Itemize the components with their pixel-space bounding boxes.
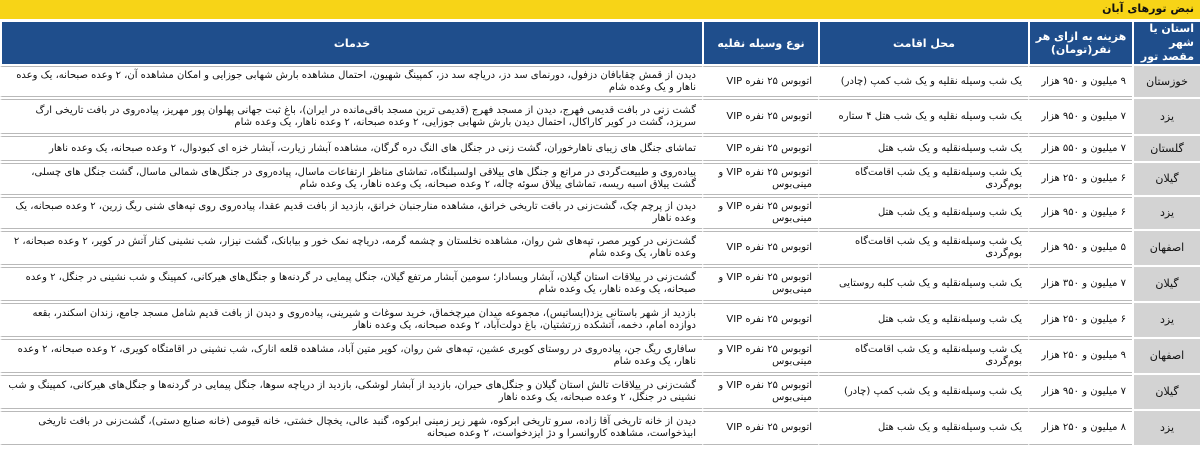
cell-province: گیلان — [1132, 267, 1200, 301]
page-title: نبض تورهای آبان — [1102, 2, 1194, 15]
table-row — [0, 267, 1200, 301]
cell-services: سافاری ریگ جن، پیاده‌روی در روستای کویری عشین، تپه‌های شن روان، کویر متین آباد، مشاهده قلعه انارک، شب نشینی در اقامتگاه کویری، ۲ وعده صبحانه، ۲ وعده ناهار، یک وعده شام — [0, 339, 702, 373]
cell-province: یزد — [1132, 197, 1200, 229]
cell-cost: ۷ میلیون و ۵۵۰ هزار — [1028, 136, 1132, 161]
table-row — [0, 375, 1200, 409]
col-header-cost: هزینه به ازای هر نفر(تومان) — [1028, 22, 1132, 64]
cell-services: گشت زنی در بافت قدیمی فهرج، دیدن از مسجد فهرج (قدیمی ترین مسجد باقی‌مانده در ایران)، باغ ثبت جهانی پهلوان پور مهریز، پیاده‌روی در بافت تاریخی ارگ سریزد، گشت در کویر کاراکال، احتمال دیدن بارش شهابی جوزایی، ۲ وعده صبحانه، ۲ وعده ناهار، یک وعده شام — [0, 99, 702, 134]
cell-province: یزد — [1132, 99, 1200, 134]
cell-accommodation: یک شب وسیله‌نقلیه و یک شب هتل — [818, 303, 1028, 337]
cell-transport: اتوبوس ۲۵ نفره VIP و مینی‌بوس — [702, 375, 818, 409]
cell-cost: ۸ میلیون و ۲۵۰ هزار — [1028, 411, 1132, 445]
table-row — [0, 303, 1200, 337]
cell-province: گیلان — [1132, 163, 1200, 195]
cell-services: دیدن از قمش چقابافان دزفول، دورنمای سد دز، دریاچه سد دز، کمپینگ شهیون، احتمال مشاهده بارش شهابی جوزایی و امکان مشاهده آن، ۲ وعده صبحانه، یک وعده ناهار و یک وعده شام — [0, 66, 702, 97]
cell-services: گشت‌زنی در کویر مصر، تپه‌های شن روان، مشاهده نخلستان و چشمه گرمه، دریاچه نمک خور و بیابانک، گشت نیزار، شب نشینی کنار آتش در کویر، ۲ وعده صبحانه، ۲ وعده ناهار، یک وعده شام — [0, 231, 702, 265]
cell-accommodation: یک شب وسیله‌نقلیه و یک شب هتل — [818, 136, 1028, 161]
cell-transport: اتوبوس ۲۵ نفره VIP و مینی‌بوس — [702, 197, 818, 229]
cell-services: دیدن از پرچم چک، گشت‌زنی در بافت تاریخی خرانق، مشاهده منارجنبان خرانق، بازدید از بافت قدیم عقدا، پیاده‌روی روی تپه‌های شنی ریگ زرین، ۲ وعده صبحانه، یک وعده ناهار — [0, 197, 702, 229]
cell-transport: اتوبوس ۲۵ نفره VIP و مینی‌بوس — [702, 339, 818, 373]
table-row — [0, 99, 1200, 134]
cell-province: گیلان — [1132, 375, 1200, 409]
cell-province: خوزستان — [1132, 66, 1200, 97]
cell-services: گشت‌زنی در ییلاقات تالش استان گیلان و جنگل‌های حیران، بازدید از آبشار لوشکی، بازدید از دریاچه سوها، جنگل پیمایی در گردنه‌ها و جنگل‌های هیرکانی، کمپینگ و شب نشینی در جنگل، ۲ وعده صبحانه، یک وعده ناهار — [0, 375, 702, 409]
cell-cost: ۷ میلیون و ۳۵۰ هزار — [1028, 267, 1132, 301]
cell-services: تماشای جنگل های زیبای ناهارخوران، گشت زنی در جنگل های النگ دره گرگان، مشاهده آبشار زیارت، آبشار خزه ای کبودوال، ۲ وعده صبحانه، یک وعده ناهار — [0, 136, 702, 161]
cell-accommodation: یک شب وسیله‌نقلیه و یک شب اقامت‌گاه بوم‌گردی — [818, 339, 1028, 373]
table-row — [0, 197, 1200, 229]
cell-cost: ۶ میلیون و ۹۵۰ هزار — [1028, 197, 1132, 229]
cell-services: دیدن از خانه تاریخی آقا زاده، سرو تاریخی ابرکوه، شهر زیر زمینی ابرکوه، گنبد عالی، یخچال خشتی، خانه قیومی (خانه صنایع دستی)، گشت‌زنی در بافت تاریخی ابیذخواست، مشاهده کاروانسرا و دژ ایزدخواست، ۲ وعده صبحانه — [0, 411, 702, 445]
cell-transport: اتوبوس ۲۵ نفره VIP و مینی‌بوس — [702, 267, 818, 301]
cell-accommodation: یک شب وسیله‌نقلیه و یک شب هتل — [818, 197, 1028, 229]
cell-services: بازدید از شهر باستانی یزد(ایساتیس)، مجموعه میدان میرچخماق، خرید سوغات و شیرینی، پیاده‌روی و دیدن از بافت قدیم شامل مسجد جامع، زندان اسکندر، بقعه دوازده امام، دخمه، آتشکده زرتشتیان، باغ دولت‌آباد، ۲ وعده صبحانه، یک وعده ناهار — [0, 303, 702, 337]
cell-accommodation: یک شب وسیله‌نقلیه و یک شب هتل — [818, 411, 1028, 445]
cell-transport: اتوبوس ۲۵ نفره VIP — [702, 303, 818, 337]
col-header-province: استان یا شهر مقصد تور — [1132, 22, 1200, 64]
table-row — [0, 66, 1200, 97]
cell-transport: اتوبوس ۲۵ نفره VIP — [702, 411, 818, 445]
cell-transport: اتوبوس ۲۵ نفره VIP — [702, 231, 818, 265]
cell-accommodation: یک شب وسیله‌نقلیه و یک شب اقامت‌گاه بوم‌گردی — [818, 163, 1028, 195]
cell-services: گشت‌زنی در ییلاقات استان گیلان، آبشار ویسادار؛ سومین آبشار مرتفع گیلان، جنگل پیمایی در گردنه‌ها و جنگل‌های هیرکانی، کمپینگ و شب نشینی در جنگل، ۲ وعده صبحانه، یک وعده ناهار، یک وعده شام — [0, 267, 702, 301]
cell-province: گلستان — [1132, 136, 1200, 161]
table-row — [0, 411, 1200, 445]
cell-cost: ۹ میلیون و ۲۵۰ هزار — [1028, 339, 1132, 373]
cell-cost: ۵ میلیون و ۹۵۰ هزار — [1028, 231, 1132, 265]
cell-transport: اتوبوس ۲۵ نفره VIP — [702, 99, 818, 134]
cell-transport: اتوبوس ۲۵ نفره VIP و مینی‌بوس — [702, 163, 818, 195]
col-header-services: خدمات — [0, 22, 702, 64]
tours-table — [0, 20, 1200, 447]
cell-cost: ۹ میلیون و ۹۵۰ هزار — [1028, 66, 1132, 97]
table-row — [0, 231, 1200, 265]
cell-cost: ۷ میلیون و ۹۵۰ هزار — [1028, 99, 1132, 134]
cell-accommodation: یک شب وسیله‌نقلیه و یک شب اقامت‌گاه بوم‌گردی — [818, 231, 1028, 265]
cell-cost: ۶ میلیون و ۲۵۰ هزار — [1028, 163, 1132, 195]
table-row — [0, 136, 1200, 161]
table-row — [0, 339, 1200, 373]
cell-province: یزد — [1132, 303, 1200, 337]
col-header-accommodation: محل اقامت — [818, 22, 1028, 64]
cell-transport: اتوبوس ۲۵ نفره VIP — [702, 136, 818, 161]
cell-accommodation: یک شب وسیله نقلیه و یک شب کمپ (چادر) — [818, 66, 1028, 97]
cell-accommodation: یک شب وسیله نقلیه و یک شب هتل ۴ ستاره — [818, 99, 1028, 134]
table-header-row — [0, 22, 1200, 64]
title-bar — [0, 0, 1200, 19]
cell-transport: اتوبوس ۲۵ نفره VIP — [702, 66, 818, 97]
cell-accommodation: یک شب وسیله‌نقلیه و یک شب کمپ (چادر) — [818, 375, 1028, 409]
cell-province: اصفهان — [1132, 339, 1200, 373]
cell-services: پیاده‌روی و طبیعت‌گردی در مراتع و جنگل های ییلاقی اولسبلنگاه، تماشای مناظر ارتفاعات ماسال، پیاده‌روی در جنگل‌های شمالی ماسال، گشت جنگل های چسلی، گشت ییلاق اسبه ریسه، تماشای ییلاق سوئه چاله، ۲ وعده صبحانه، یک وعده ناهار، یک وعده شام — [0, 163, 702, 195]
col-header-transport: نوع وسیله نقلیه — [702, 22, 818, 64]
cell-accommodation: یک شب وسیله‌نقلیه و یک شب کلبه روستایی — [818, 267, 1028, 301]
cell-cost: ۷ میلیون و ۹۵۰ هزار — [1028, 375, 1132, 409]
table-row — [0, 163, 1200, 195]
cell-province: اصفهان — [1132, 231, 1200, 265]
cell-cost: ۶ میلیون و ۲۵۰ هزار — [1028, 303, 1132, 337]
cell-province: یزد — [1132, 411, 1200, 445]
